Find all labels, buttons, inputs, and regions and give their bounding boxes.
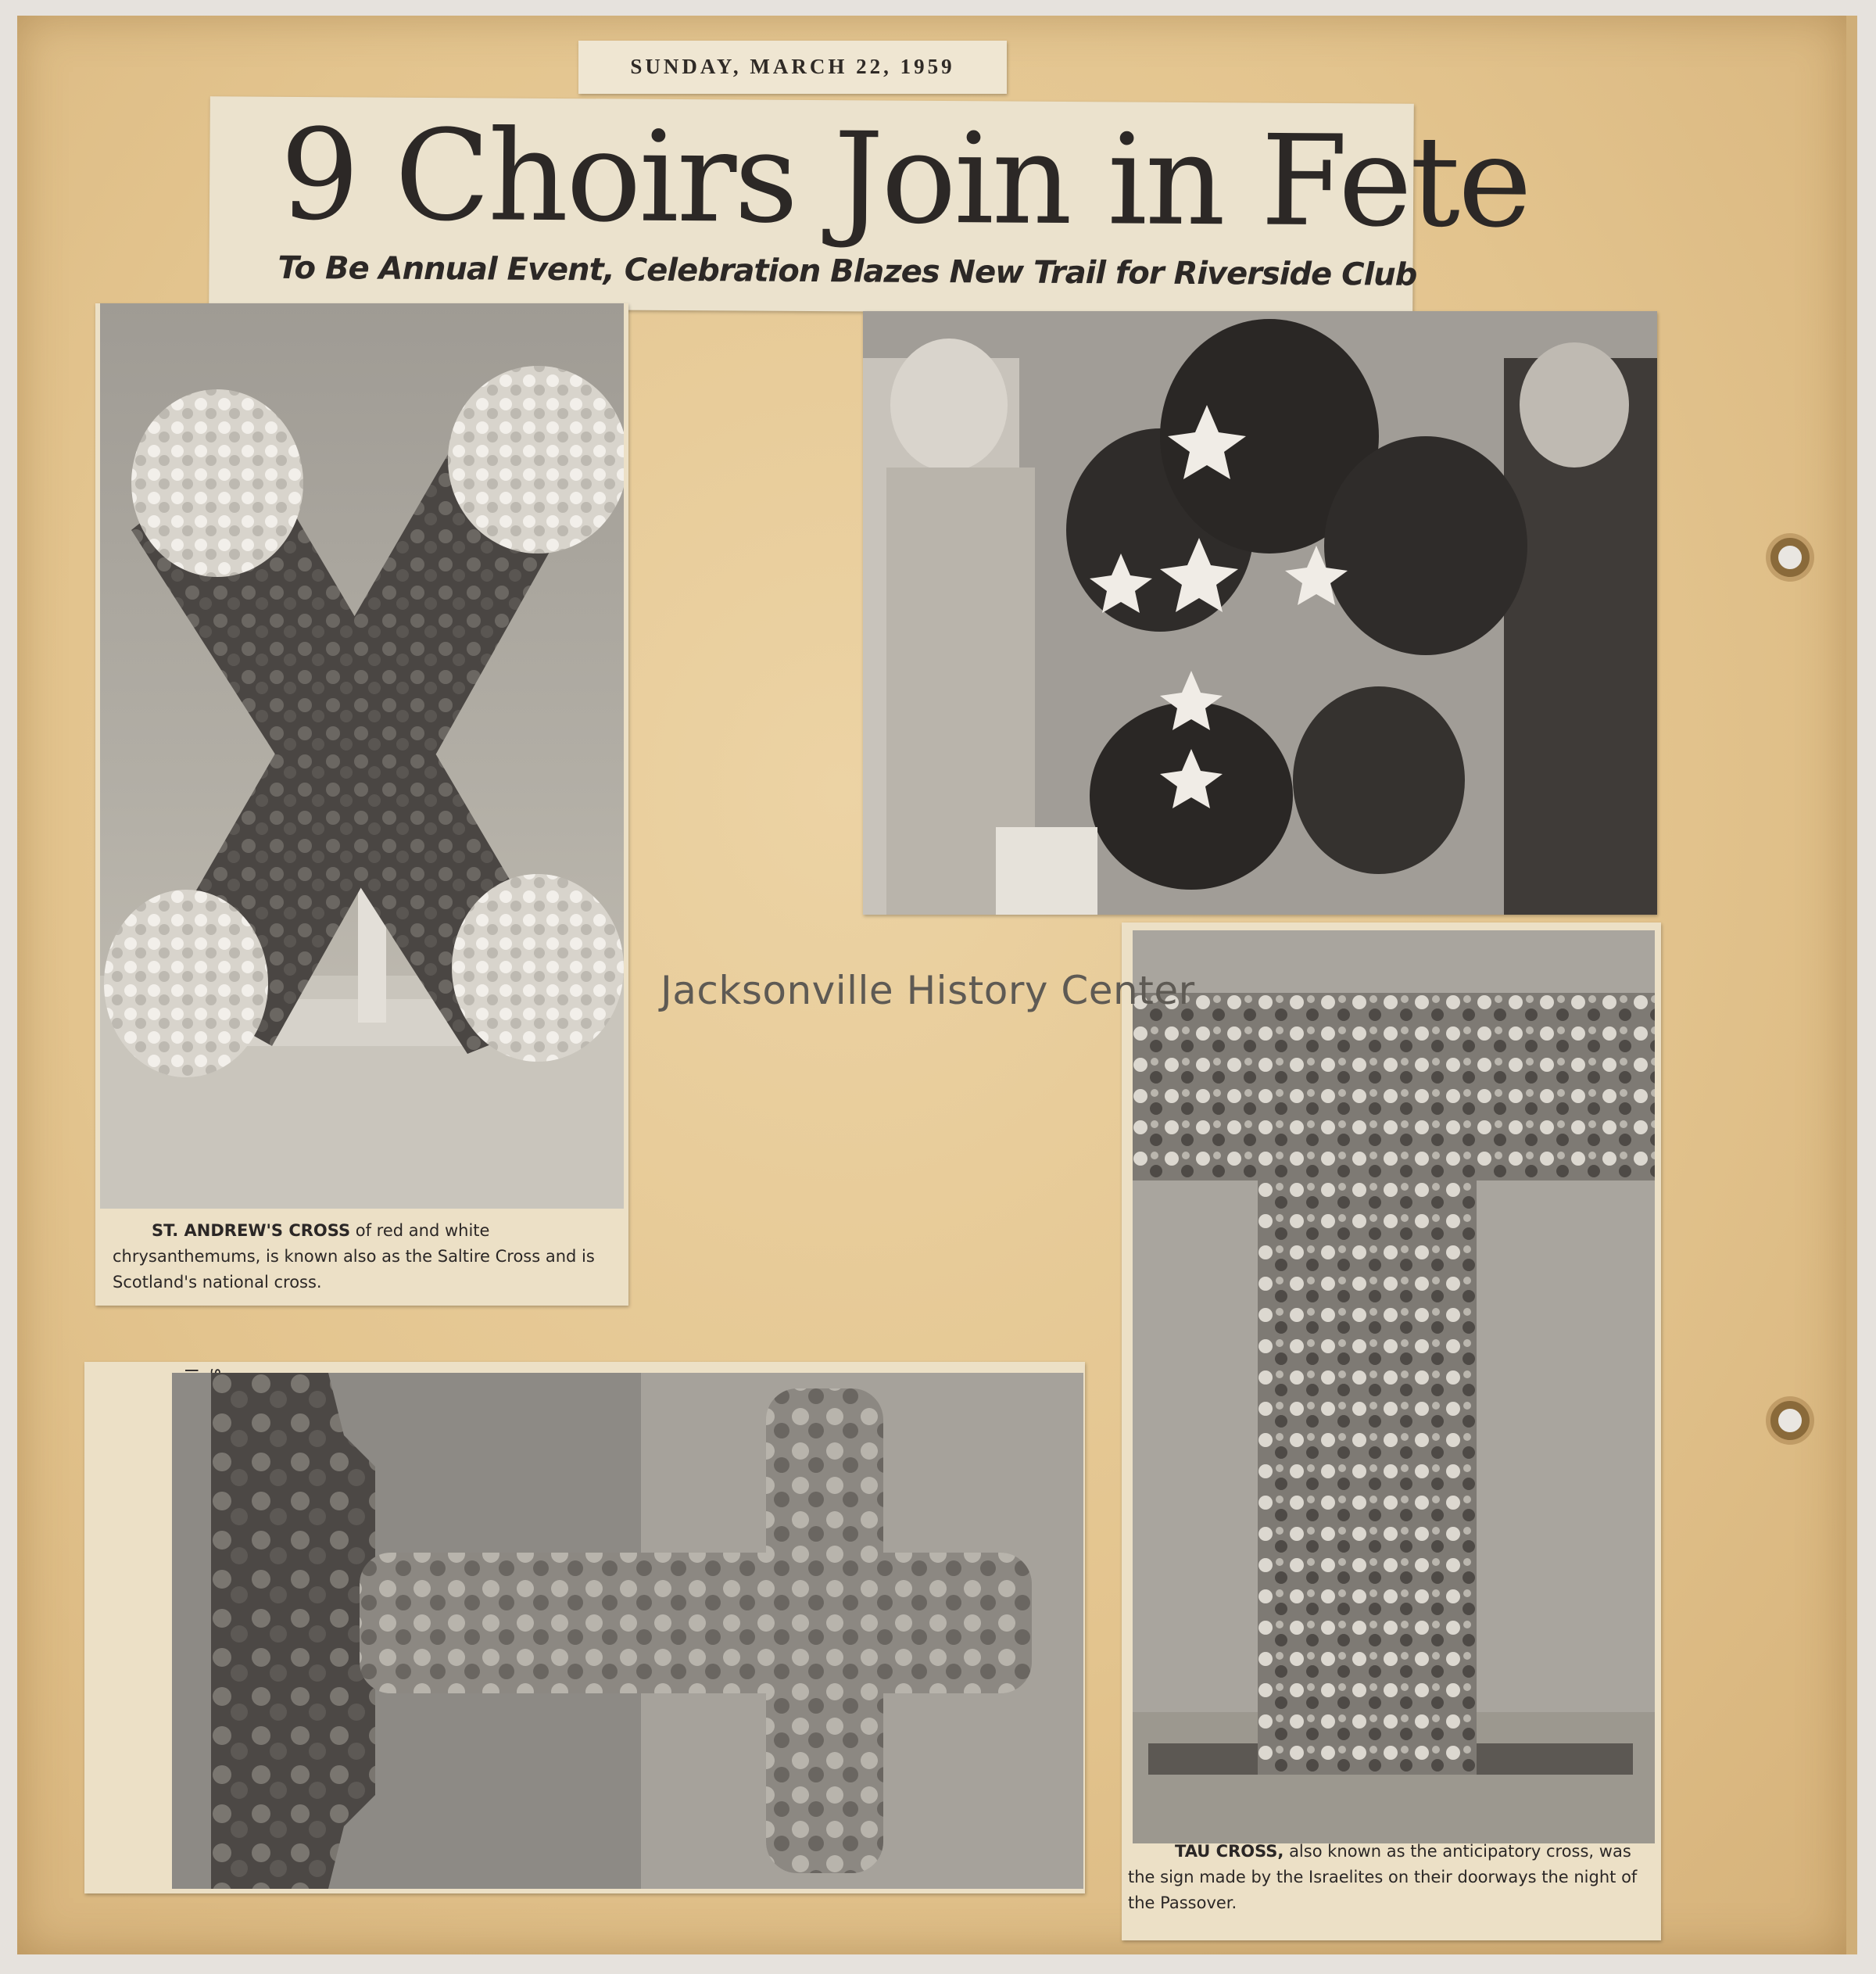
headline: 9 Choirs Join in Fete — [279, 101, 1531, 256]
calvary-cross-clipping — [84, 1362, 1085, 1893]
tau-cross-image — [1133, 930, 1655, 1843]
watermark: Jacksonville History Center — [661, 968, 1195, 1013]
tau-cross-caption-title: TAU CROSS, — [1175, 1842, 1284, 1861]
tau-cross-caption-text: also known as the anticipatory cross, was the sign made by the Israelites on their doorways the night of the Passover. — [1128, 1842, 1638, 1912]
date-clipping — [578, 41, 1007, 94]
page-edge — [1846, 16, 1857, 1954]
st-andrew-caption-title: ST. ANDREW'S CROSS — [152, 1221, 351, 1240]
tau-cross-caption — [1128, 1839, 1652, 1916]
tau-cross-photo — [1133, 930, 1655, 1843]
tau-cross-clipping — [1122, 923, 1661, 1940]
st-andrew-cross-photo — [100, 303, 624, 1209]
arrangers-image — [863, 311, 1657, 915]
st-andrew-caption — [113, 1218, 613, 1295]
st-andrew-clipping — [95, 303, 628, 1306]
subheadline: To Be Annual Event, Celebration Blazes New Trail for Riverside Club — [277, 249, 1417, 293]
calvary-cross-image — [172, 1373, 1083, 1889]
st-andrew-caption-text: of red and white chrysanthemums, is known also as the Saltire Cross and is Scotland's national cross. — [113, 1221, 595, 1292]
arrangers-photo — [863, 311, 1657, 915]
calvary-cross-photo — [172, 1373, 1083, 1889]
binder-hole-bottom — [1770, 1401, 1810, 1440]
headline-clipping — [209, 96, 1531, 314]
saltire-cross-image — [100, 303, 624, 1209]
binder-hole-top — [1770, 538, 1810, 577]
date-line: SUNDAY, MARCH 22, 1959 — [630, 55, 955, 78]
